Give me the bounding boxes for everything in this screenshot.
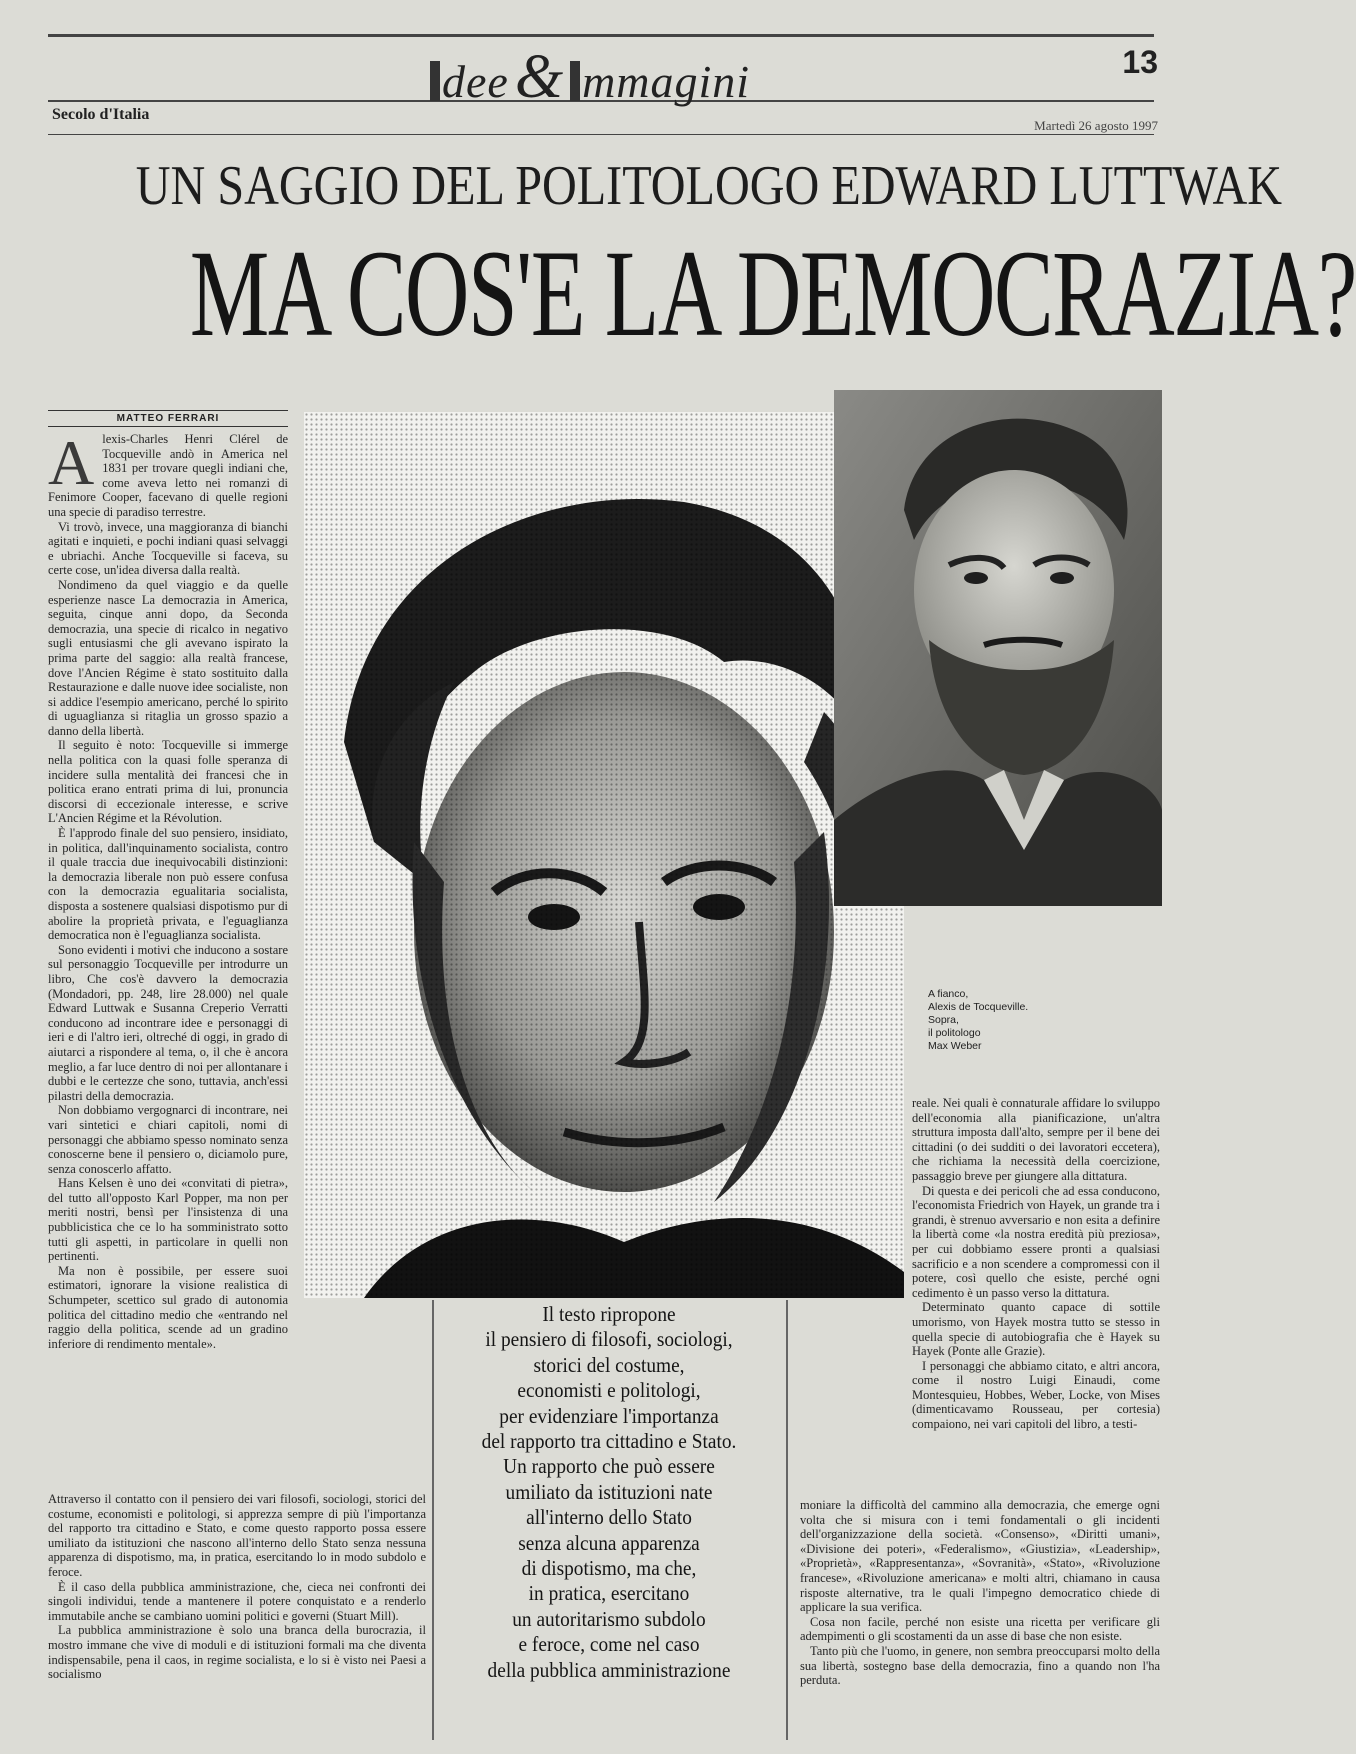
caption-line: Sopra, [928,1014,959,1026]
section-initial-i [430,61,440,101]
kicker-headline: UN SAGGIO DEL POLITOLOGO EDWARD LUTTWAK [135,155,1283,217]
header-rule-bottom [48,134,1154,135]
paragraph: Cosa non facile, perché non esiste una ricetta per verificare gli adempimenti o gli scostamenti da un asse di base che non esiste. [800,1614,1160,1644]
paragraph: Vi trovò, invece, una maggioranza di bianchi agitati e inquieti, e pochi indiani quasi selvaggi e ubriachi. Anche Tocqueville si faceva, su certe cose, un'idea diversa dalla realtà. [48,519,288,578]
paragraph: È il caso della pubblica amministrazione, che, cieca nei confronti dei singoli individui, tende a mantenere il potere conquistato e a renderlo immutabile anche se cambiano uomini politici e governi (Stuart Mill). [48,1579,426,1623]
pullquote-rule-left [432,1300,434,1740]
header-rule-top [48,34,1154,37]
pullquote-line: senza alcuna apparenza [518,1530,700,1555]
drop-cap: A [48,427,95,498]
paragraph: Di questa e dei pericoli che ad essa conducono, l'economista Friedrich von Hayek, un grande tra i grandi, è strenuo avversario e non esita a definire la libertà come «la nostra eredità più preziosa», per cui dobbiamo essere pronti a qualsiasi sacrificio e a non scendere a compromessi con il potere, così quello che esiste, perché ogni cedimento è un passo verso la dittatura. [912,1183,1161,1300]
paragraph: La pubblica amministrazione è solo una branca della burocrazia, il mostro immane che vive di moduli e di istituzioni formali ma che diventa indispensabile, pena il caos, in regime socialista, e lo si è visto nei Paesi a socialismo [48,1623,426,1682]
photo-caption [928,988,1128,1053]
paragraph: Tanto più che l'uomo, in genere, non sembra preoccuparsi molto della sua libertà, sostegno base della democrazia, fino a quando non l'ha perduta. [800,1643,1160,1688]
pullquote-line: all'interno dello Stato [526,1505,692,1530]
caption-line: il politologo [928,1027,981,1039]
paragraph: Il seguito è noto: Tocqueville si immerge nella politica con la quasi folle speranza di incidere sulla mentalità dei francesi che in politica erano entrati prima di lui, pronuncia discorsi di eccezionale interesse, e scrive L'Ancien Régime et la Révolution. [48,738,288,826]
paragraph: I personaggi che abbiamo citato, e altri ancora, come il nostro Luigi Einaudi, come Montesquieu, Hobbes, Weber, Locke, von Mises (dimenticavamo Rousseau, per cortesia) compaiono, nei vari capitoli del libro, a testi- [912,1358,1160,1432]
paragraph: Attraverso il contatto con il pensiero dei vari filosofi, sociologi, storici del costume, economisti e politologi, si apprezza sempre di più l'importanza del rapporto tra cittadino e Stato, e come questo rapporto possa essere umiliato da istituzioni che nascono all'interno dello Stato senza nessuna apparenza di dispotismo, ma, in pratica, esercitando lo in modo subdolo e feroce. [48,1492,426,1579]
section-title-amp: & [514,43,565,111]
pullquote-line: in pratica, esercitano [528,1581,690,1606]
section-title-part1: dee [442,56,509,107]
pullquote-line: il pensiero di filosofi, sociologi, [485,1327,733,1352]
article-block-bottom-right [800,1498,1160,1742]
paragraph: Determinato quanto capace di sottile umorismo, von Hayek mostra tutto se stesso in quella specie di autobiografia che è Hayek su Hayek (Ponte alle Grazie). [912,1300,1160,1359]
masthead: Secolo d'Italia [52,106,150,123]
weber-portrait-image [834,390,1162,906]
caption-line: Max Weber [928,1040,982,1052]
section-title-part2: mmagini [582,56,751,107]
pullquote-line: di dispotismo, ma che, [521,1556,697,1581]
article-column-1 [48,427,288,1480]
paragraph: Non dobbiamo vergognarci di incontrare, nei vari sintetici e chiari capitoli, nomi di personaggi che abbiamo spesso nominato senza conoscerne bene il pensiero o, diciamolo pure, senza conoscerlo affatto. [48,1103,288,1176]
caption-line: Alexis de Tocqueville. [928,1001,1029,1013]
pullquote-line: un autoritarismo subdolo [512,1606,706,1631]
paragraph: lexis-Charles Henri Clérel de Tocqueville andò in America nel 1831 per trovare quegli indiani che, come aveva letto nei romanzi di Fenimore Cooper, facevano di quelle regioni una specie di paradiso terrestre. [48,432,288,519]
byline: MATTEO FERRARI [48,410,288,427]
pullquote-line: per evidenziare l'importanza [499,1403,719,1428]
section-initial-i2 [570,61,580,101]
paragraph: È l'approdo finale del suo pensiero, insidiato, in politica, dall'inquinamento socialista, contro il quale traccia due inequivocabili distinzioni: la democrazia liberale non può essere confusa con la democrazia egualitaria socialista, disposta a sostenere qualsiasi dispotismo pur di abolire la proprietà privata, e l'eguaglianza democratica non è l'eguaglianza socialista. [48,826,288,943]
page-number: 13 [1122,44,1158,80]
paragraph: Hans Kelsen è uno dei «convitati di pietra», del tutto all'opposto Karl Popper, ma non per meriti nostri, bensì per l'insistenza di una pubblicistica che ce lo ha somministrato sotto tutti gli aspetti, in particolare in quelli non pertinenti. [48,1176,288,1264]
pullquote-line: storici del costume, [533,1352,685,1377]
pullquote-line: e feroce, come nel caso [518,1632,700,1657]
pullquote-line: Un rapporto che può essere [503,1454,715,1479]
article-block-bottom-left [48,1492,426,1742]
pullquote-line: della pubblica amministrazione [487,1657,731,1682]
pullquote-line: umiliato da istituzioni nate [505,1479,713,1504]
paragraph: Ma non è possibile, per essere suoi estimatori, ignorare la visione realistica di Schumpeter, scettico sul grado di autonomia politica del cittadino medio che «entrando nel raggio della politica, scende ad un gradino inferiore di rendimento mentale». [48,1263,288,1351]
photo-max-weber [834,390,1162,906]
pullquote-line: Il testo ripropone [542,1302,676,1326]
pull-quote [444,1302,774,1683]
pullquote-line: economisti e politologi, [517,1378,701,1403]
pullquote-rule-right [786,1300,788,1740]
article-column-3 [912,1096,1160,1496]
paragraph: Sono evidenti i motivi che inducono a sostare sul personaggio Tocqueville per introdurre un libro, Che cos'è davvero la democrazia (Mondadori, pp. 248, lire 28.000) nel quale Edward Luttwak e Susanna Creperio Verratti conducono ad incontrare idee e personaggi di ieri e di l'altro ieri, oltreché di oggi, in grado di aiutarci a rispondere al tema, o, il che è ancora meglio, a far luce dentro di noi per allontanare i dubbi e le certezze che sono, tuttavia, anch'essi pilastri della democrazia. [48,942,288,1103]
tocqueville-portrait-image [304,412,904,1298]
paragraph: reale. Nei quali è connaturale affidare lo sviluppo dell'economia alla pianificazione, un'altra struttura imposta dall'alto, sempre per il bene dei cittadini (o dei sudditi o dei lavoratori eccetera), che richiama la necessità della coercizione, passaggio breve per giungere alla dittatura. [912,1096,1160,1183]
main-headline: MA COS'E LA DEMOCRAZIA? [189,225,1356,362]
section-title [430,42,750,113]
caption-line: A fianco, [928,988,969,1000]
paragraph: moniare la difficoltà del cammino alla democrazia, che emerge ogni volta che si misura con i temi fondamentali o gli incidenti dell'organizzazione della società. «Consenso», «Diritti umani», «Divisione dei poteri», «Federalismo», «Giustizia», «Leadership», «Proprietà», «Rappresentanza», «Sovranità», «Stato», «Rivoluzione francese», «Rivoluzione americana» e molti altri, chiamano in causa risposte alternative, tra le quali l'impegno democratico chiede di applicare la sua verifica. [800,1498,1160,1615]
pullquote-line: del rapporto tra cittadino e Stato. [481,1429,737,1454]
photo-tocqueville [304,412,904,1298]
paragraph: Nondimeno da quel viaggio e da quelle esperienze nasce La democrazia in America, seguita, cinque anni dopo, da Seconda democrazia, una specie di ricalco in negativo sugli entusiasmi che gli avevano ispirato la prima parte del saggio: alla realtà francese, dove l'Ancien Régime è stato sostituito dalla Restaurazione e dalle nuove idee socialiste, non si addice l'esempio americano, perché lo spirito di uguaglianza si ritaglia un grosso spazio a danno della libertà. [48,577,288,738]
dateline: Martedì 26 agosto 1997 [1034,118,1158,133]
